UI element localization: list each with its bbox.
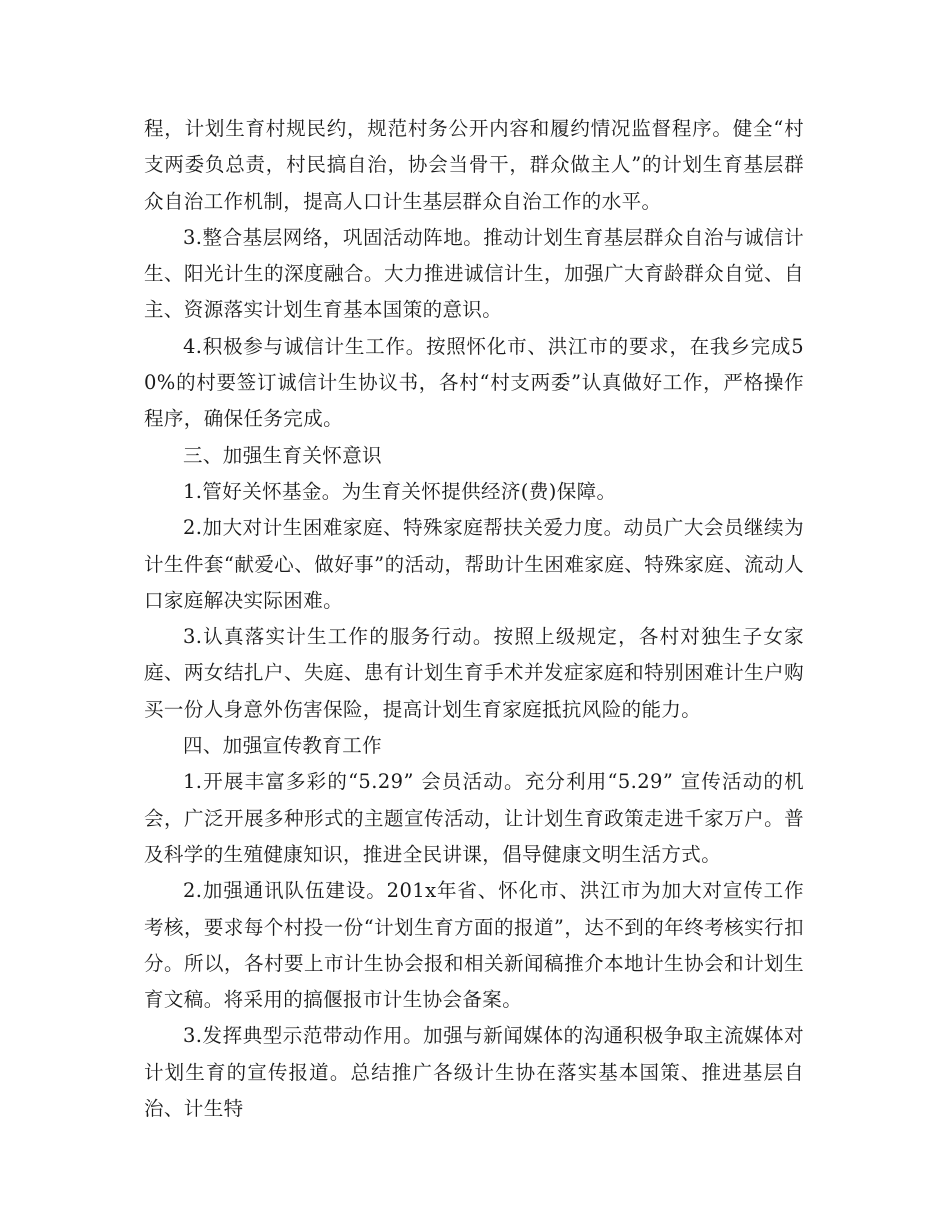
- paragraph-item-3-network: 3.整合基层网络，巩固活动阵地。推动计划生育基层群众自治与诚信计生、阳光计生的深度融合。大力推进诚信计生，加强广大育龄群众自觉、自主、资源落实计划生育基本国策的意识。: [144, 225, 804, 322]
- paragraph-item-1-activities: 1.开展丰富多彩的“5.29” 会员活动。充分利用“5.29” 宣传活动的机会，广泛开展多种形式的主题宣传活动，让计划生育政策走进千家万户。普及科学的生殖健康知识，推进全民讲课，倡导健康文明生活方式。: [144, 770, 804, 866]
- paragraph-item-3-models: 3.发挥典型示范带动作用。加强与新闻媒体的沟通积极争取主流媒体对计划生育的宣传报道。总结推广各级计生协在落实基本国策、推进基层自治、计生特: [144, 1024, 804, 1121]
- section-heading-4: 四、加强宣传教育工作: [183, 734, 383, 758]
- paragraph-item-2-support: 2.加大对计生困难家庭、特殊家庭帮扶关爱力度。动员广大会员继续为计生件套“献爱心、做好事”的活动，帮助计生困难家庭、特殊家庭、流动人口家庭解决实际困难。: [144, 516, 804, 612]
- paragraph-item-4-integrity: 4.积极参与诚信计生工作。按照怀化市、洪江市的要求，在我乡完成50%的村要签订诚信计生协议书，各村“村支两委”认真做好工作，严格操作程序，确保任务完成。: [144, 334, 804, 431]
- paragraph-item-1-fund: 1.管好关怀基金。为生育关怀提供经济(费)保障。: [183, 479, 617, 503]
- document-body: [144, 111, 804, 1127]
- paragraph-continuation: 程，计划生育村规民约，规范村务公开内容和履约情况监督程序。健全“村支两委负总责，村民搞自治，协会当骨干，群众做主人”的计划生育基层群众自治工作机制，提高人口计生基层群众自治工作的水平。: [144, 117, 804, 213]
- paragraph-item-3-service: 3.认真落实计生工作的服务行动。按照上级规定，各村对独生子女家庭、两女结扎户、失庭、患有计划生育手术并发症家庭和特别困难计生户购买一份人身意外伤害保险，提高计划生育家庭抵抗风险的能力。: [144, 625, 804, 721]
- section-heading-3: 三、加强生育关怀意识: [183, 443, 383, 467]
- paragraph-item-2-correspondents: 2.加强通讯队伍建设。201x年省、怀化市、洪江市为加大对宣传工作考核，要求每个村投一份“计划生育方面的报道”，达不到的年终考核实行扣分。所以，各村要上市计生协会报和相关新闻稿推介本地计生协会和计划生育文稿。将采用的搞偃报市计生协会备案。: [144, 879, 804, 1012]
